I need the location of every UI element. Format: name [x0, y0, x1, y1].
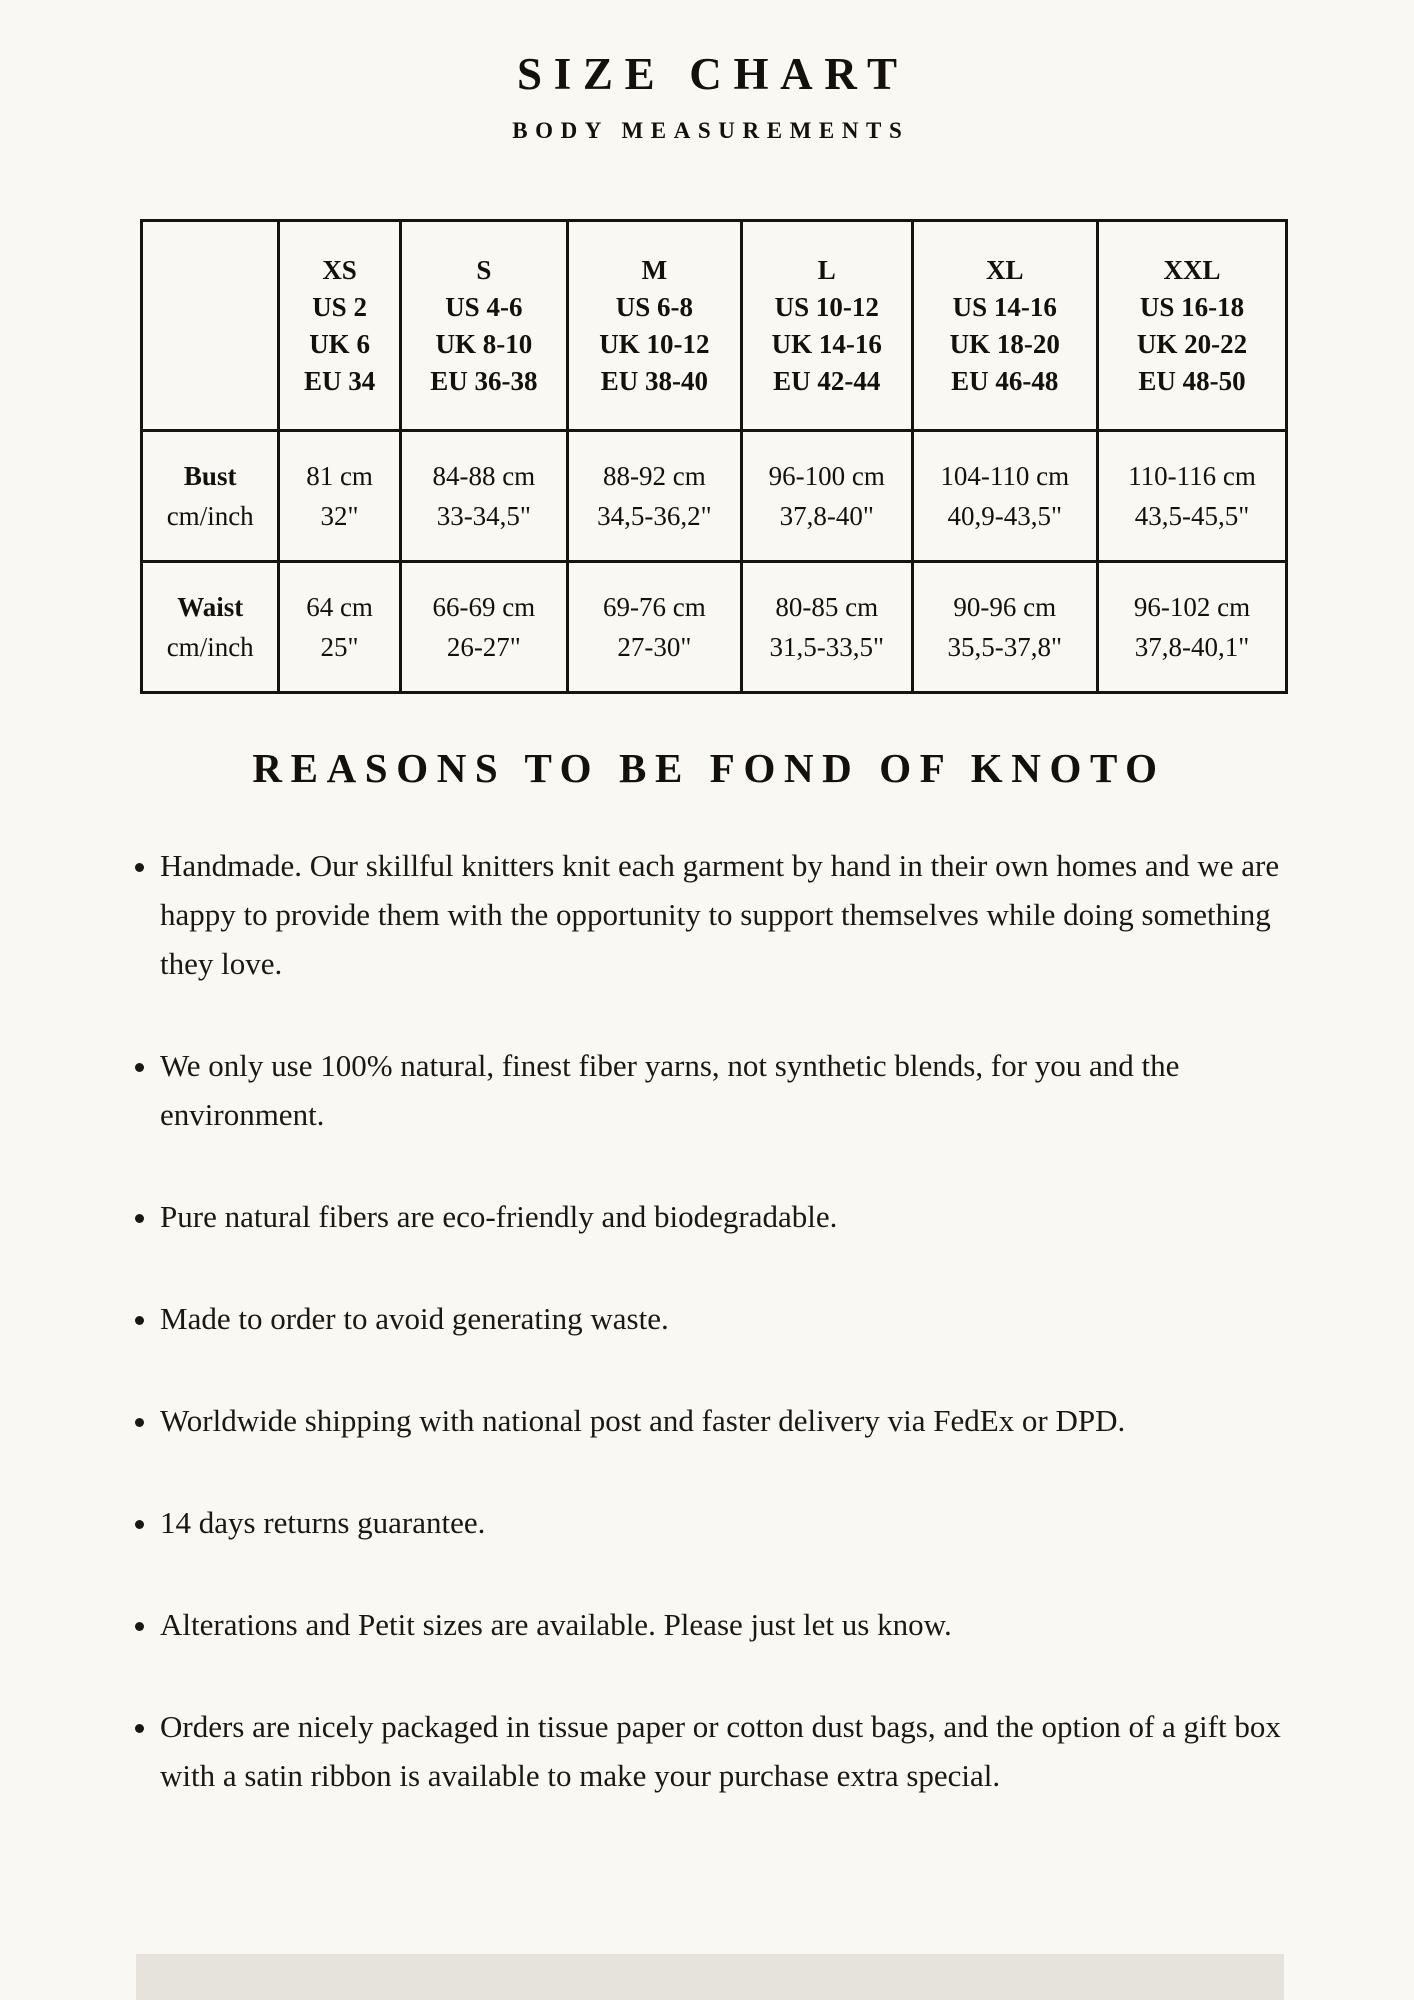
value-inch: 40,9-43,5"	[947, 501, 1063, 531]
measurement-cell	[279, 431, 400, 562]
size-label: XS	[322, 254, 357, 285]
table-header-row	[142, 221, 1287, 431]
us-size: US 4-6	[445, 291, 523, 322]
value-cm: 88-92 cm	[603, 461, 706, 491]
reason-item-returns: • 14 days returns guarantee.	[160, 1499, 1296, 1548]
value-cm: 84-88 cm	[432, 461, 536, 491]
eu-size: EU 42-44	[773, 365, 881, 396]
value-inch: 25"	[320, 632, 359, 662]
measurement-cell	[1098, 562, 1287, 693]
reason-item-eco-friendly: • Pure natural fibers are eco-friendly and biodegradable.	[160, 1193, 1296, 1242]
uk-size: UK 20-22	[1136, 328, 1248, 359]
size-label: M	[641, 254, 668, 285]
eu-size: EU 34	[303, 365, 376, 396]
size-header-s	[400, 221, 567, 431]
us-size: US 14-16	[952, 291, 1057, 322]
value-cm: 80-85 cm	[775, 592, 879, 622]
measurement-cell	[567, 431, 741, 562]
bust-row	[142, 431, 1287, 562]
us-size: US 16-18	[1139, 291, 1245, 322]
value-cm: 69-76 cm	[603, 592, 706, 622]
section-heading: REASONS TO BE FOND OF KNOTO	[252, 745, 1166, 791]
row-label-cell	[142, 562, 279, 693]
eu-size: EU 36-38	[430, 365, 538, 396]
value-cm: 81 cm	[306, 461, 373, 491]
us-size: US 2	[312, 291, 367, 322]
measurement-cell	[400, 562, 567, 693]
measurement-cell	[1098, 431, 1287, 562]
uk-size: UK 18-20	[949, 328, 1060, 359]
size-label: XL	[986, 254, 1024, 285]
value-inch: 37,8-40"	[779, 501, 874, 531]
uk-size: UK 14-16	[771, 328, 882, 359]
size-header-l	[741, 221, 912, 431]
row-unit: cm/inch	[166, 632, 254, 662]
measurement-cell	[400, 431, 567, 562]
value-inch: 26-27"	[446, 632, 521, 662]
uk-size: UK 8-10	[435, 328, 533, 359]
value-inch: 34,5-36,2"	[597, 501, 712, 531]
measurement-cell	[741, 562, 912, 693]
value-cm: 90-96 cm	[953, 592, 1057, 622]
us-size: US 6-8	[615, 291, 694, 322]
value-inch: 43,5-45,5"	[1134, 501, 1250, 531]
waist-row	[142, 562, 1287, 693]
reason-item-handmade: • Handmade. Our skillful knitters knit each garment by hand in their own homes and we are happy to provide them with the opportunity to support themselves while doing something they love.	[160, 842, 1296, 989]
reason-item-made-to-order: • Made to order to avoid generating waste.	[160, 1295, 1296, 1344]
value-cm: 110-116 cm	[1128, 461, 1256, 491]
value-inch: 31,5-33,5"	[769, 632, 884, 662]
us-size: US 10-12	[774, 291, 879, 322]
measurement-cell	[741, 431, 912, 562]
page-subtitle: BODY MEASUREMENTS	[512, 118, 910, 143]
value-inch: 27-30"	[617, 632, 692, 662]
value-cm: 64 cm	[306, 592, 373, 622]
page-title: SIZE CHART	[516, 49, 909, 99]
value-cm: 66-69 cm	[432, 592, 536, 622]
value-cm: 96-100 cm	[768, 461, 885, 491]
row-label: Bust	[183, 461, 237, 491]
reason-item-alterations: • Alterations and Petit sizes are available. Please just let us know.	[160, 1601, 1296, 1650]
size-header-xs	[279, 221, 400, 431]
value-cm: 96-102 cm	[1133, 592, 1251, 622]
measurement-cell	[567, 562, 741, 693]
uk-size: UK 6	[309, 328, 370, 359]
bottom-section-band	[136, 1954, 1284, 2000]
size-header-xl	[912, 221, 1097, 431]
value-inch: 37,8-40,1"	[1134, 632, 1250, 662]
size-label: L	[817, 254, 836, 285]
value-inch: 32"	[320, 501, 359, 531]
value-inch: 35,5-37,8"	[947, 632, 1063, 662]
size-label: XXL	[1163, 254, 1221, 285]
value-inch: 33-34,5"	[436, 501, 531, 531]
reason-item-shipping: • Worldwide shipping with national post and faster delivery via FedEx or DPD.	[160, 1397, 1296, 1446]
size-chart-table	[140, 219, 1288, 694]
row-label: Waist	[177, 592, 244, 622]
uk-size: UK 10-12	[599, 328, 710, 359]
table-corner-cell	[142, 221, 279, 431]
value-cm: 104-110 cm	[940, 461, 1070, 491]
reason-item-natural-yarns: • We only use 100% natural, finest fiber yarns, not synthetic blends, for you and the environment.	[160, 1042, 1296, 1140]
eu-size: EU 46-48	[951, 365, 1059, 396]
row-unit: cm/inch	[166, 501, 254, 531]
row-label-cell	[142, 431, 279, 562]
size-label: S	[476, 254, 492, 285]
measurement-cell	[912, 431, 1097, 562]
eu-size: EU 48-50	[1138, 365, 1246, 396]
reason-item-packaging: • Orders are nicely packaged in tissue paper or cotton dust bags, and the option of a gift box with a satin ribbon is available to make your purchase extra special.	[160, 1703, 1296, 1801]
size-header-m	[567, 221, 741, 431]
size-header-xxl	[1098, 221, 1287, 431]
eu-size: EU 38-40	[600, 365, 709, 396]
measurement-cell	[279, 562, 400, 693]
measurement-cell	[912, 562, 1097, 693]
reasons-list	[0, 842, 1296, 1801]
